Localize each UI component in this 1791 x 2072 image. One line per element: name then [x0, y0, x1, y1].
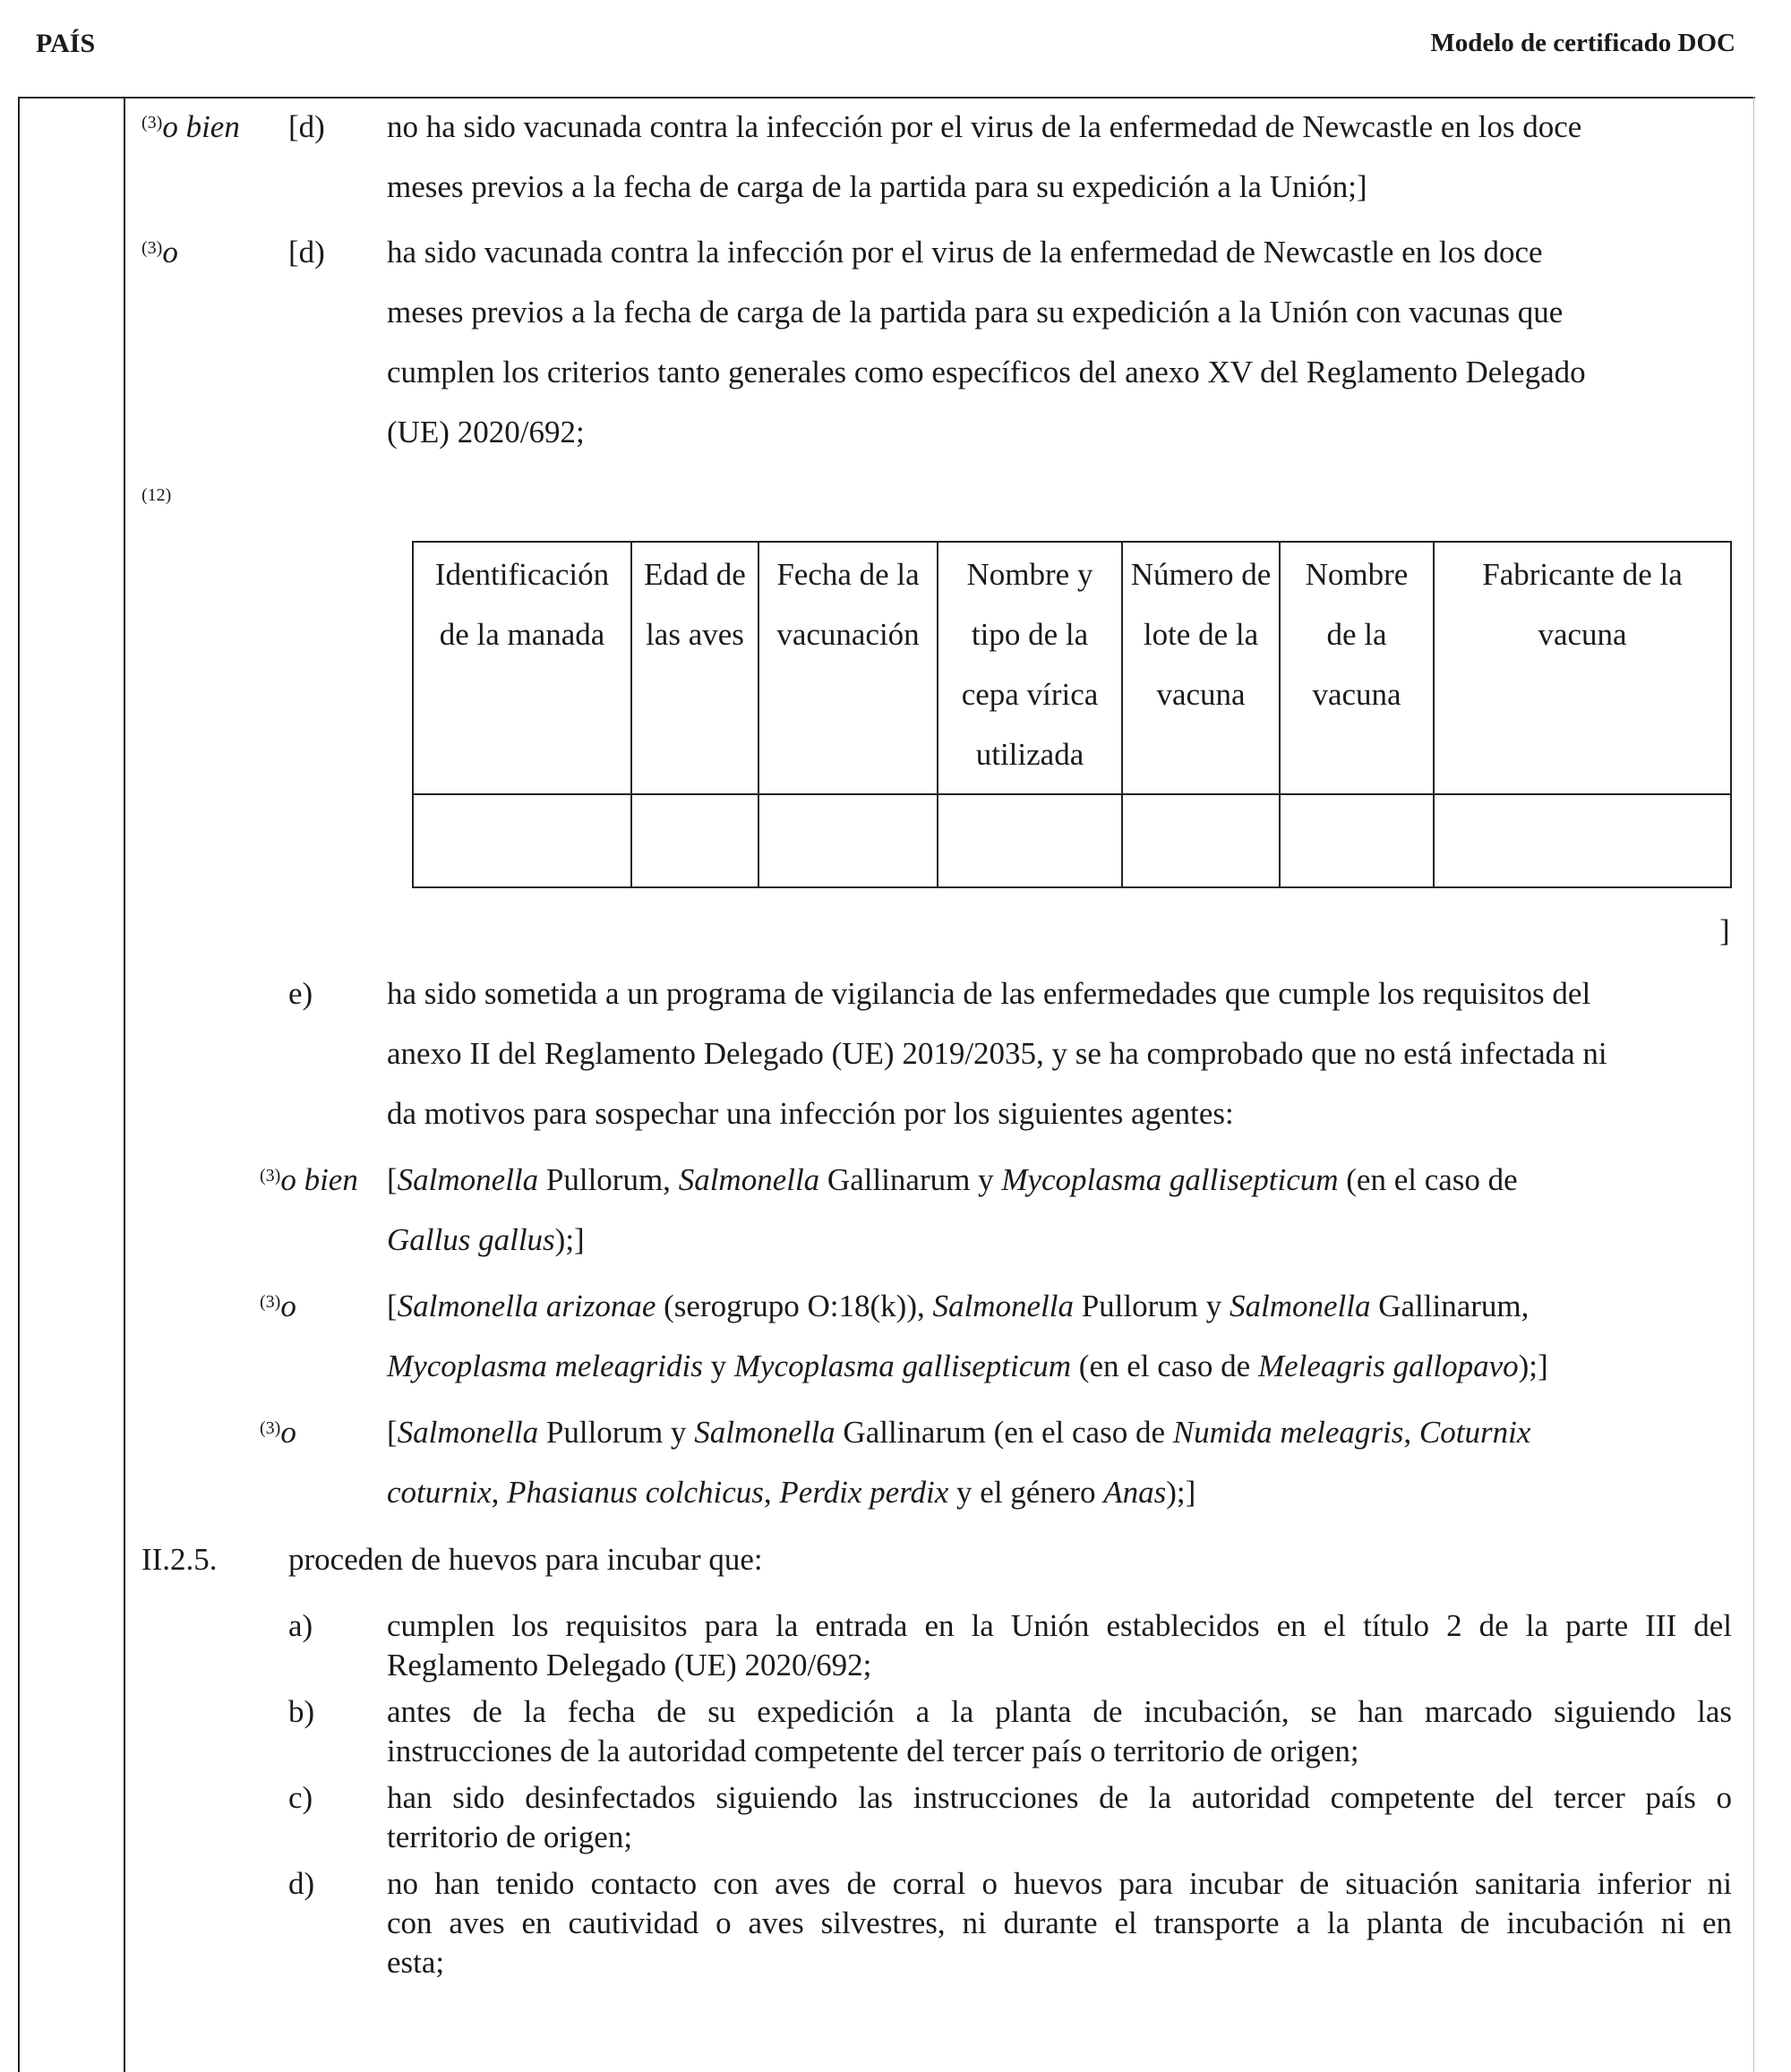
- paragraph-line: ha sido sometida a un programa de vigilancia de las enfermedades que cumple los requisitos del: [387, 976, 1591, 1011]
- paragraph-line: da motivos para sospechar una infección por los siguientes agentes:: [387, 1096, 1234, 1131]
- section-text: proceden de huevos para incubar que:: [288, 1542, 763, 1577]
- item-letter: a): [288, 1608, 313, 1643]
- paragraph-line: meses previos a la fecha de carga de la partida para su expedición a la Unión con vacunas que: [387, 295, 1564, 330]
- table-header-cell: Identificación de la manada: [413, 542, 631, 794]
- paragraph-line: han sido desinfectados siguiendo las instrucciones de la autoridad competente del tercer país o: [387, 1780, 1732, 1815]
- paragraph-line: Mycoplasma meleagridis y Mycoplasma gallisepticum (en el caso de Meleagris gallopavo);]: [387, 1349, 1548, 1383]
- frame-left-border: [18, 97, 20, 2072]
- paragraph-line: antes de la fecha de su expedición a la planta de incubación, se han marcado siguiendo las: [387, 1694, 1732, 1729]
- item-letter: b): [288, 1694, 315, 1729]
- footnote-ref: $^{(3)}$o bien: [141, 109, 240, 144]
- table-row: [413, 794, 1731, 887]
- country-label: PAÍS: [36, 29, 96, 58]
- item-letter: d): [288, 1866, 315, 1901]
- table-cell[interactable]: [1434, 794, 1731, 887]
- table-cell[interactable]: [413, 794, 631, 887]
- paragraph-line: cumplen los criterios tanto generales como específicos del anexo XV del Reglamento Delegado: [387, 355, 1586, 390]
- item-letter: c): [288, 1780, 313, 1815]
- footnote-ref: $^{(3)}$o: [260, 1415, 296, 1450]
- frame-top-border: [18, 97, 1755, 98]
- paragraph-line: anexo II del Reglamento Delegado (UE) 2019/2035, y se ha comprobado que no está infectada ni: [387, 1036, 1607, 1071]
- table-cell[interactable]: [1280, 794, 1434, 887]
- vaccination-table: [412, 541, 1732, 888]
- column-divider: [124, 97, 125, 2072]
- table-header-cell: Fabricante de la vacuna: [1434, 542, 1731, 794]
- footnote-ref: $^{(3)}$o: [260, 1289, 296, 1323]
- item-letter: [d): [288, 109, 325, 144]
- table-cell[interactable]: [631, 794, 758, 887]
- section-number: II.2.5.: [141, 1542, 218, 1577]
- certificate-model-label: Modelo de certificado DOC: [1430, 29, 1735, 57]
- item-letter: [d): [288, 235, 325, 270]
- paragraph-line: meses previos a la fecha de carga de la partida para su expedición a la Unión;]: [387, 169, 1367, 204]
- closing-bracket: ]: [1719, 913, 1730, 948]
- paragraph-line: ha sido vacunada contra la infección por el virus de la enfermedad de Newcastle en los doce: [387, 235, 1543, 270]
- footnote-ref: $^{(3)}$o: [141, 235, 178, 270]
- table-header-cell: Número de lote de la vacuna: [1122, 542, 1280, 794]
- paragraph-line: esta;: [387, 1945, 445, 1980]
- paragraph-line: [Salmonella arizonae (serogrupo O:18(k)), Salmonella Pullorum y Salmonella Gallinarum,: [387, 1289, 1530, 1323]
- footnote-ref: (12): [141, 485, 172, 505]
- paragraph-line: cumplen los requisitos para la entrada en la Unión establecidos en el título 2 de la parte III del: [387, 1608, 1732, 1643]
- table-cell[interactable]: [1122, 794, 1280, 887]
- frame-right-border: [1753, 97, 1754, 2072]
- paragraph-line: no ha sido vacunada contra la infección por el virus de la enfermedad de Newcastle en los doce: [387, 109, 1582, 144]
- paragraph-line: Gallus gallus);]: [387, 1222, 585, 1257]
- table-header-cell: Edad de las aves: [631, 542, 758, 794]
- table-header-row: [413, 542, 1731, 794]
- table-cell[interactable]: [938, 794, 1122, 887]
- paragraph-line: (UE) 2020/692;: [387, 415, 585, 450]
- paragraph-line: Reglamento Delegado (UE) 2020/692;: [387, 1648, 872, 1682]
- paragraph-line: con aves en cautividad o aves silvestres, ni durante el transporte a la planta de incubación ni en: [387, 1905, 1732, 1940]
- table-header-cell: Nombre y tipo de la cepa vírica utilizada: [938, 542, 1122, 794]
- item-letter: e): [288, 976, 313, 1011]
- paragraph-line: coturnix, Phasianus colchicus, Perdix perdix y el género Anas);]: [387, 1475, 1196, 1510]
- paragraph-line: no han tenido contacto con aves de corral o huevos para incubar de situación sanitaria inferior ni: [387, 1866, 1732, 1901]
- table-header-cell: Fecha de la vacunación: [758, 542, 938, 794]
- footnote-ref: $^{(3)}$o bien: [260, 1162, 358, 1197]
- paragraph-line: [Salmonella Pullorum y Salmonella Gallinarum (en el caso de Numida meleagris, Coturnix: [387, 1415, 1531, 1450]
- paragraph-line: [Salmonella Pullorum, Salmonella Gallinarum y Mycoplasma gallisepticum (en el caso de: [387, 1162, 1518, 1197]
- table-header-cell: Nombre de la vacuna: [1280, 542, 1434, 794]
- paragraph-line: instrucciones de la autoridad competente del tercer país o territorio de origen;: [387, 1734, 1359, 1768]
- paragraph-line: territorio de origen;: [387, 1819, 633, 1854]
- table-cell[interactable]: [758, 794, 938, 887]
